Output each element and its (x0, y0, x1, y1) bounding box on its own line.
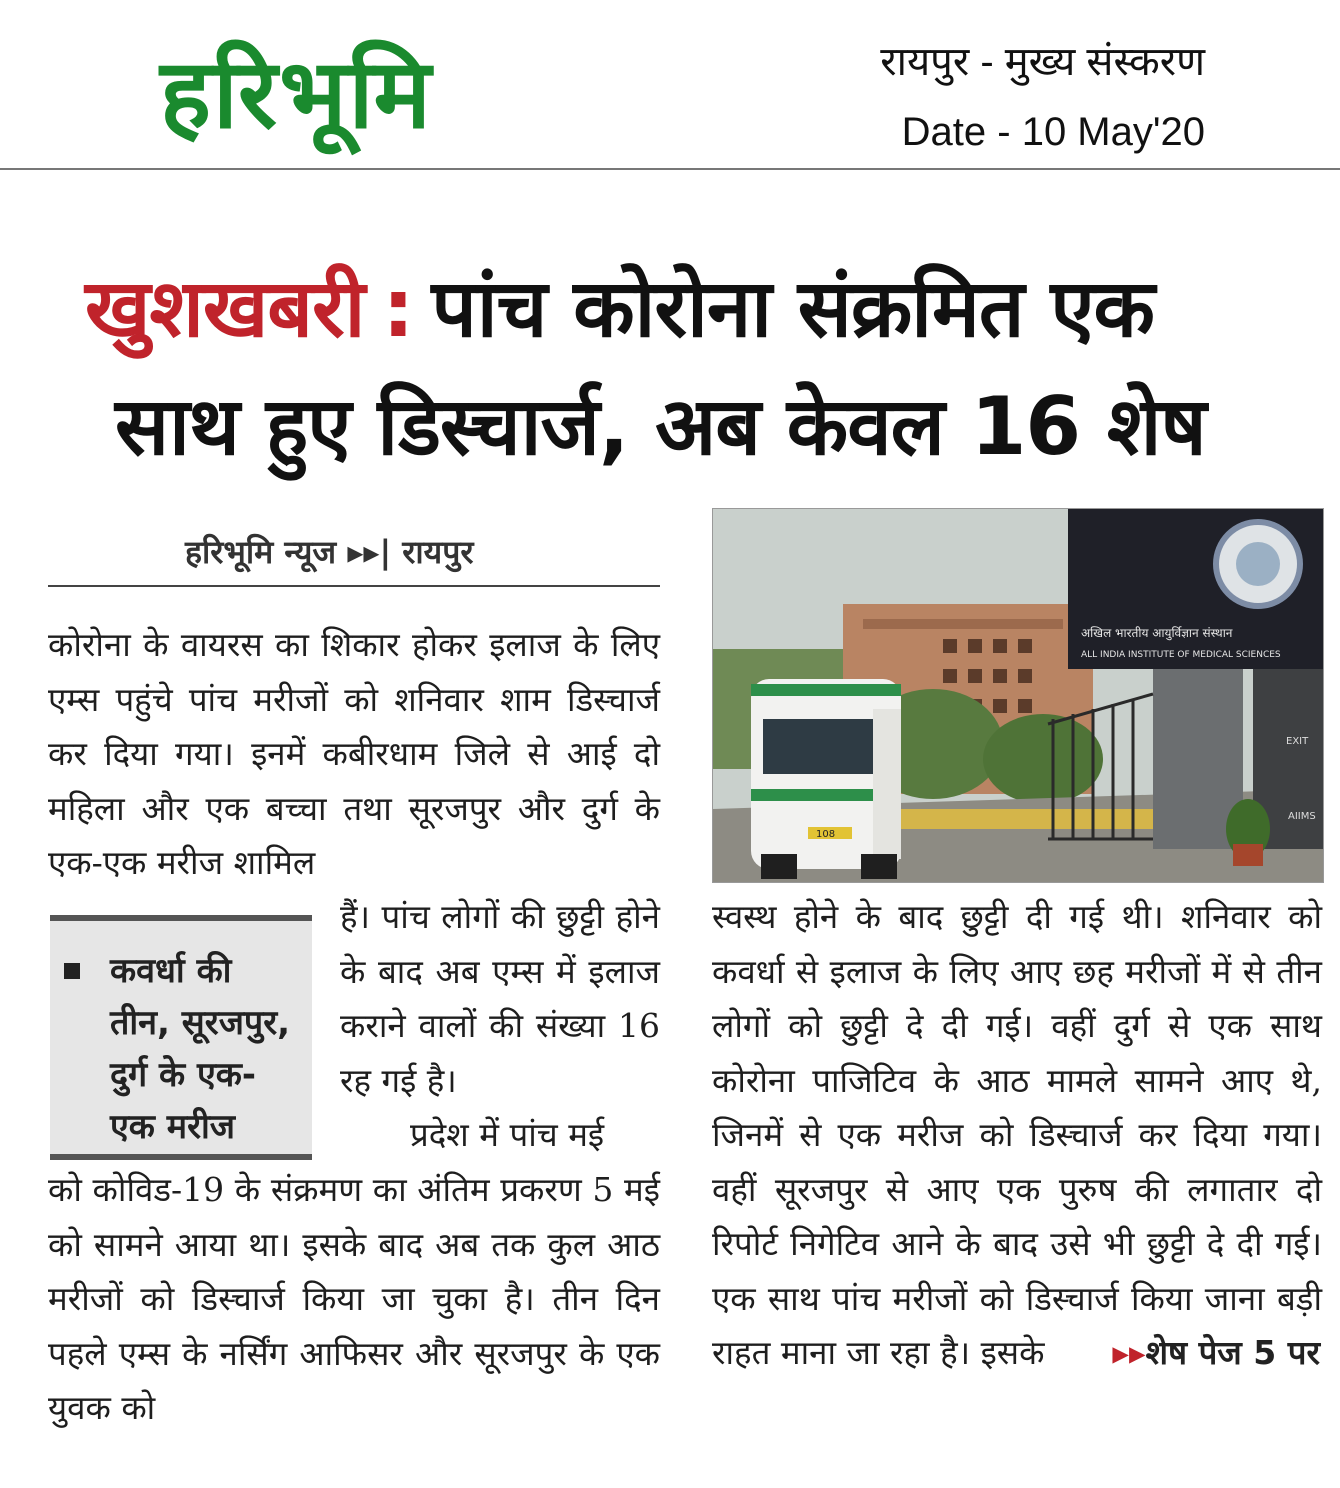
headline (85, 250, 1325, 486)
bullet-icon (64, 963, 80, 979)
pillar-label-aiims: AIIMS (1288, 811, 1316, 822)
edition-label: रायपुर - मुख्य संस्करण (880, 40, 1205, 84)
headline-separator: : (382, 262, 414, 355)
newspaper-logo (160, 38, 640, 150)
body-paragraph-2-text: हैं। पांच लोगों की छुट्टी होने के बाद अब एम्स में इलाज कराने वालों की संख्या 16 रह गई है। (340, 897, 660, 1100)
ambulance-number: 108 (816, 829, 836, 840)
body-paragraph-4 (712, 890, 1322, 1381)
pull-quote-box (50, 915, 312, 1160)
continued-arrow-icon: ▸▸ (1112, 1333, 1146, 1372)
masthead (0, 0, 1340, 170)
date-label: Date - 10 May'20 (901, 110, 1205, 154)
headline-line1: पांच कोरोना संक्रमित एक (431, 262, 1155, 355)
headline-line2: साथ हुए डिस्चार्ज, अब केवल 16 शेष (115, 380, 1206, 473)
byline-divider (48, 585, 660, 587)
body-paragraph-3: को कोविड-19 के संक्रमण का अंतिम प्रकरण 5 मई को सामने आया था। इसके बाद अब तक कुल आठ मरीजों को डिस्चार्ज किया जा चुका है। तीन दिन पहले एम्स के नर्सिंग आफिसर और सूरजपुर के एक युवक को (48, 1170, 660, 1427)
pillar-label-exit: EXIT (1286, 736, 1309, 747)
pull-quote-text: कवर्धा की तीन, सूरजपुर, दुर्ग के एक-एक मरीज (110, 951, 291, 1147)
sign-english: ALL INDIA INSTITUTE OF MEDICAL SCIENCES (1081, 650, 1281, 660)
body-paragraph-1: कोरोना के वायरस का शिकार होकर इलाज के लिए एम्स पहुंचे पांच मरीजों को शनिवार शाम डिस्चार्ज कर दिया गया। इनमें कबीरधाम जिले से आई दो महिला और एक बच्चा तथा सूरजपुर और दुर्ग के एक-एक मरीज शामिल (48, 625, 660, 882)
news-photo (712, 508, 1324, 883)
sign-hindi: अखिल भारतीय आयुर्विज्ञान संस्थान (1081, 626, 1233, 640)
body-paragraph-2 (340, 890, 660, 1163)
continued-marker (1055, 1333, 1320, 1372)
body-paragraph-3-start: प्रदेश में पांच मई (410, 1115, 605, 1154)
continued-text: शेष पेज 5 पर (1145, 1333, 1320, 1372)
byline: हरिभूमि न्यूज ▸▸| रायपुर (185, 533, 474, 571)
header-divider (0, 168, 1340, 170)
aiims-gate-photo (713, 509, 1324, 883)
body-paragraph-4-text: स्वस्थ होने के बाद छुट्टी दी गई थी। शनिवार को कवर्धा से इलाज के लिए आए छह मरीजों में से तीन लोगों को छुट्टी दे दी गई। वहीं दुर्ग से एक साथ कोरोना पाजिटिव के आठ मामले सामने आए थे, जिनमें से एक मरीज को डिस्चार्ज कर दिया गया। वहीं सूरजपुर से आए एक पुरुष की लगातार दो रिपोर्ट निगेटिव आने के बाद उसे भी छुट्टी दे दी गई। एक साथ पांच मरीजों को डिस्चार्ज किया जाना बड़ी राहत माना जा रहा है। इसके (712, 897, 1322, 1372)
headline-kicker: खुशखबरी (85, 262, 365, 355)
logo-text: हरिभूमि (160, 38, 433, 150)
